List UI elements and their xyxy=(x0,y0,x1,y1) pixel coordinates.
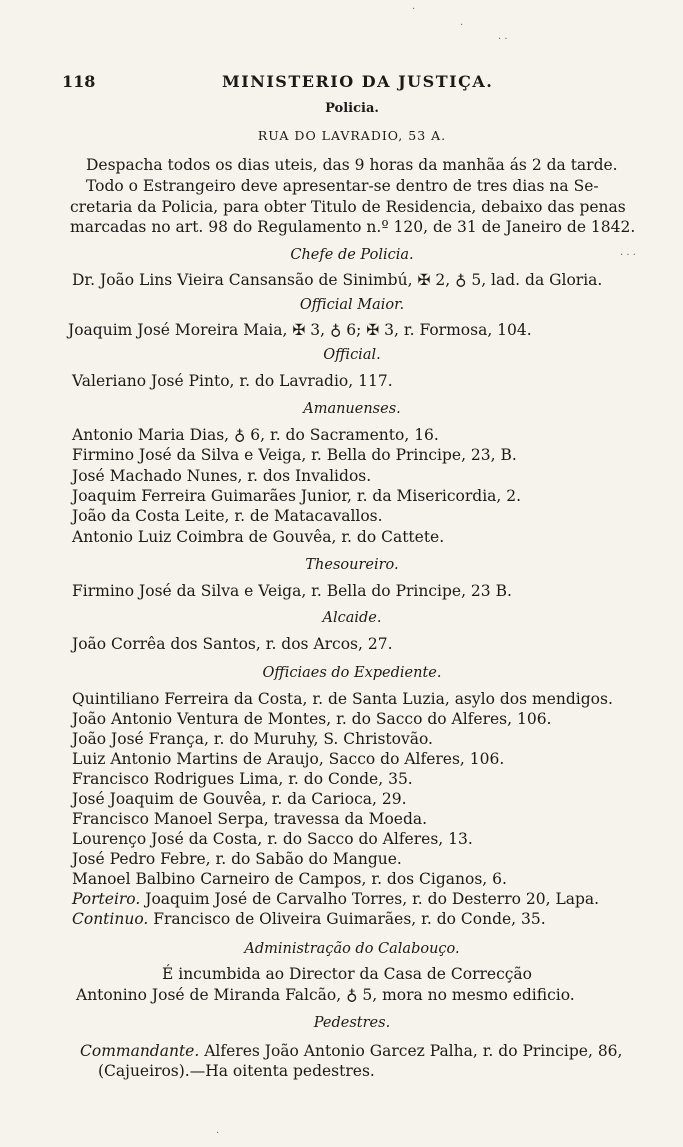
entry-amanuense: Antonio Luiz Coimbra de Gouvêa, r. do Cattete. xyxy=(72,528,445,546)
intro-line: Todo o Estrangeiro deve apresentar-se dentro de tres dias na Se- xyxy=(86,177,599,195)
commandante-continuation: (Cajueiros).—Ha oitenta pedestres. xyxy=(98,1062,375,1080)
entry-expediente: Lourenço José da Costa, r. do Sacco do Alferes, 13. xyxy=(72,830,473,848)
entry-amanuense: João da Costa Leite, r. de Matacavallos. xyxy=(72,507,383,525)
heading-amanuenses: Amanuenses. xyxy=(303,401,401,417)
intro-line: marcadas no art. 98 do Regulamento n.º 120, de 31 de Janeiro de 1842. xyxy=(70,218,636,236)
continuo-label: Continuo. xyxy=(72,910,149,928)
heading-chefe: Chefe de Policia. xyxy=(290,247,414,263)
porteiro-label: Porteiro. xyxy=(72,890,141,908)
continuo-text: Francisco de Oliveira Guimarães, r. do Conde, 35. xyxy=(148,910,546,928)
print-speck: · · xyxy=(498,34,508,45)
street-address: RUA DO LAVRADIO, 53 A. xyxy=(257,128,447,143)
section-subtitle: Policia. xyxy=(325,101,379,116)
intro-line: Despacha todos os dias uteis, das 9 horas da manhãa ás 2 da tarde. xyxy=(86,156,618,174)
commandante-label: Commandante. xyxy=(80,1042,200,1060)
heading-official: Official. xyxy=(323,347,381,363)
entry-thesoureiro: Firmino José da Silva e Veiga, r. Bella do Principe, 23 B. xyxy=(72,582,512,600)
print-speck: · · · xyxy=(620,250,636,261)
print-speck: · xyxy=(412,4,416,15)
entry-commandante xyxy=(80,1042,622,1061)
commandante-text: Alferes João Antonio Garcez Palha, r. do Principe, 86, xyxy=(199,1042,623,1060)
entry-expediente: Francisco Rodrigues Lima, r. do Conde, 35. xyxy=(72,770,413,788)
entry-continuo xyxy=(72,910,546,929)
calabouco-line: Antonino José de Miranda Falcão, ♁ 5, mora no mesmo edificio. xyxy=(76,986,575,1004)
entry-alcaide: João Corrêa dos Santos, r. dos Arcos, 27. xyxy=(72,635,393,653)
heading-calabouco: Administração do Calabouço. xyxy=(244,941,460,957)
entry-expediente: José Pedro Febre, r. do Sabão do Mangue. xyxy=(72,850,402,868)
entry-official-maior: Joaquim José Moreira Maia, ✠ 3, ♁ 6; ✠ 3, r. Formosa, 104. xyxy=(68,321,532,339)
entry-expediente: Manoel Balbino Carneiro de Campos, r. dos Ciganos, 6. xyxy=(72,870,507,888)
heading-pedestres: Pedestres. xyxy=(313,1015,391,1031)
print-speck: · xyxy=(216,1128,220,1139)
entry-chefe: Dr. João Lins Vieira Cansansão de Sinimbú, ✠ 2, ♁ 5, lad. da Gloria. xyxy=(72,271,603,289)
entry-expediente: José Joaquim de Gouvêa, r. da Carioca, 29. xyxy=(72,790,407,808)
entry-amanuense: Joaquim Ferreira Guimarães Junior, r. da Misericordia, 2. xyxy=(72,487,522,505)
print-speck: · xyxy=(460,20,464,31)
entry-porteiro xyxy=(72,890,599,909)
page-number: 118 xyxy=(62,72,96,91)
entry-amanuense: Firmino José da Silva e Veiga, r. Bella do Principe, 23, B. xyxy=(72,446,517,464)
entry-expediente: João Antonio Ventura de Montes, r. do Sacco do Alferes, 106. xyxy=(72,710,552,728)
heading-official-maior: Official Maior. xyxy=(299,297,405,313)
entry-expediente: Quintiliano Ferreira da Costa, r. de Santa Luzia, asylo dos mendigos. xyxy=(72,690,613,708)
porteiro-text: Joaquim José de Carvalho Torres, r. do Desterro 20, Lapa. xyxy=(140,890,600,908)
heading-expediente: Officiaes do Expediente. xyxy=(262,665,442,681)
entry-expediente: Luiz Antonio Martins de Araujo, Sacco do Alferes, 106. xyxy=(72,750,505,768)
entry-amanuense: Antonio Maria Dias, ♁ 6, r. do Sacramento, 16. xyxy=(72,426,439,444)
calabouco-line: É incumbida ao Director da Casa de Correcção xyxy=(162,965,533,983)
intro-line: cretaria da Policia, para obter Titulo de Residencia, debaixo das penas xyxy=(70,198,626,216)
page-header xyxy=(62,72,642,94)
entry-official: Valeriano José Pinto, r. do Lavradio, 117. xyxy=(72,372,393,390)
entry-expediente: Francisco Manoel Serpa, travessa da Moeda. xyxy=(72,810,428,828)
entry-amanuense: José Machado Nunes, r. dos Invalidos. xyxy=(72,467,372,485)
running-title: MINISTERIO DA JUSTIÇA. xyxy=(222,72,494,91)
entry-expediente: João José França, r. do Muruhy, S. Christovão. xyxy=(72,730,433,748)
heading-thesoureiro: Thesoureiro. xyxy=(305,557,399,573)
heading-alcaide: Alcaide. xyxy=(322,610,382,626)
